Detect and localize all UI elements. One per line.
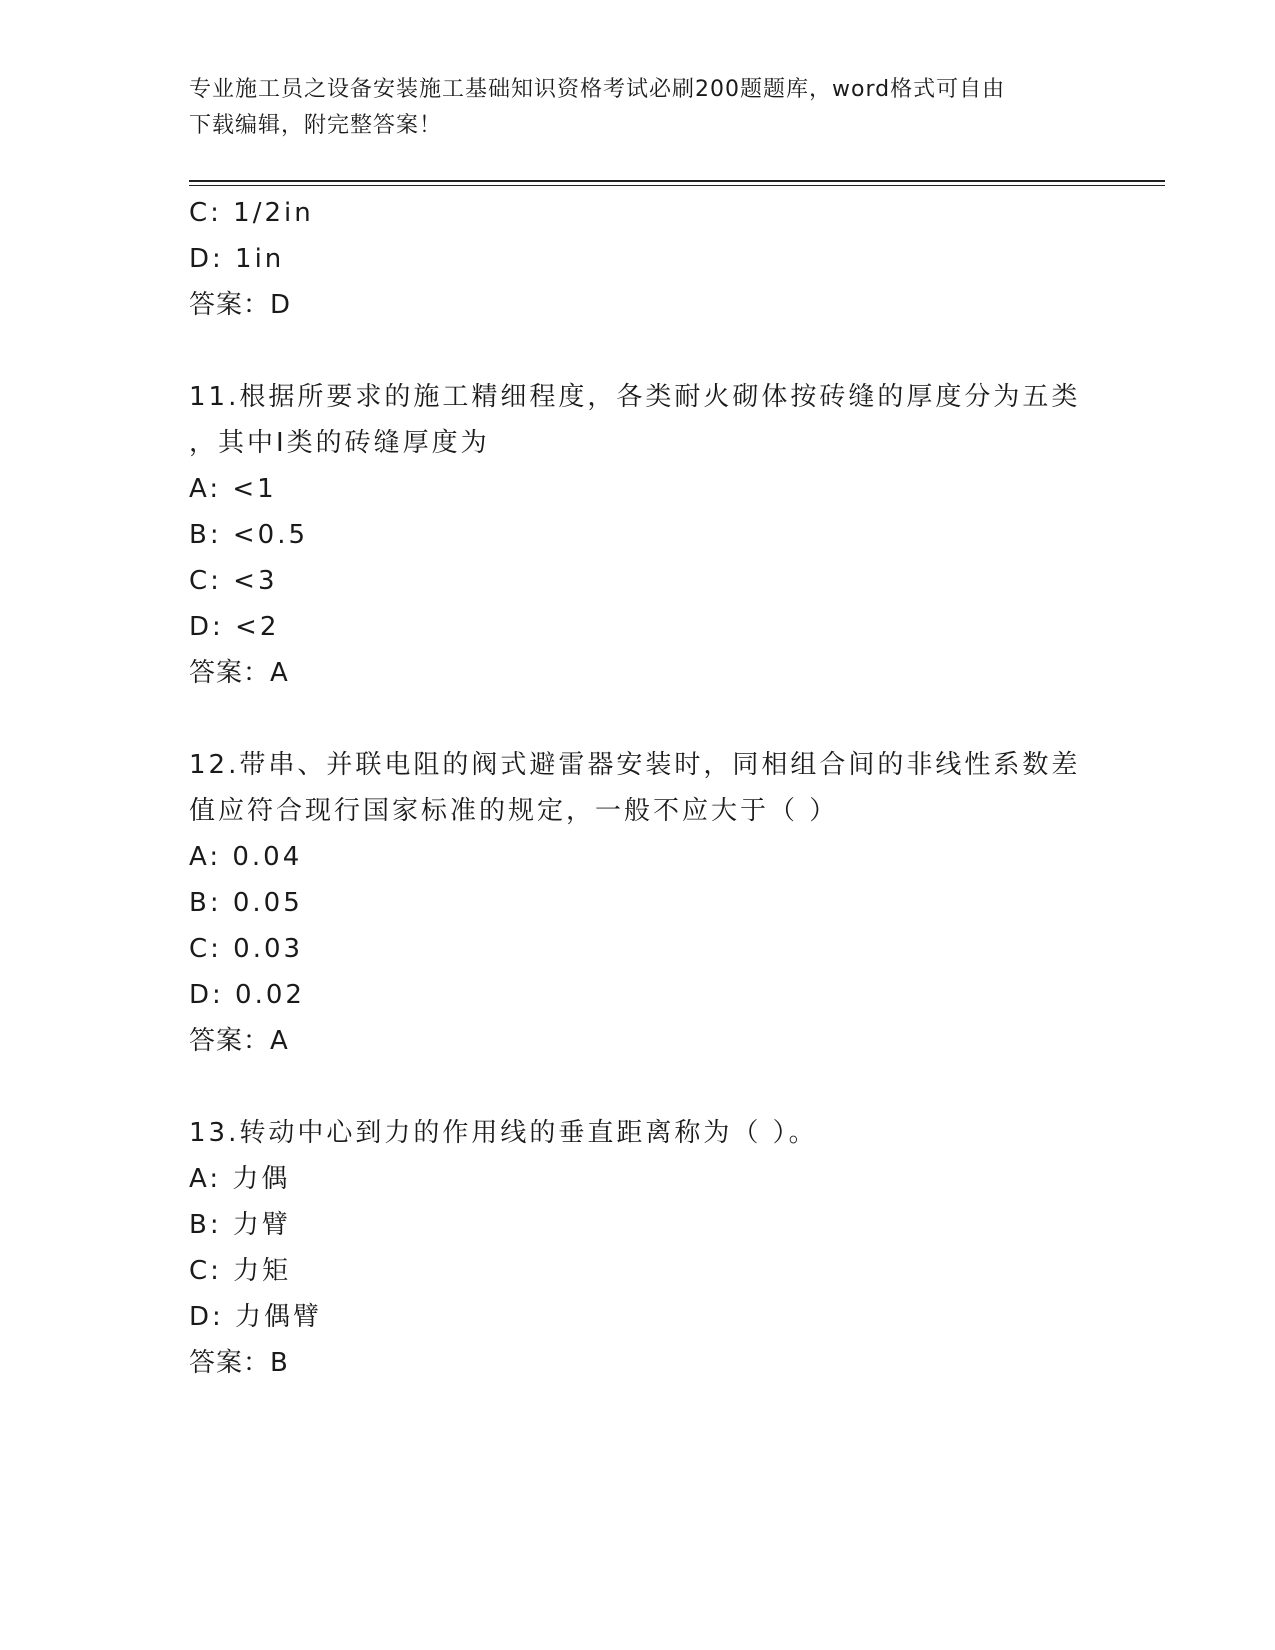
question-stem-line: 13.转动中心到力的作用线的垂直距离称为（ ）。 — [189, 1118, 818, 1148]
option-d: D: 1in — [189, 244, 285, 274]
option-a: A: 力偶 — [189, 1164, 291, 1194]
spacer — [189, 328, 1109, 374]
option-b: B: 力臂 — [189, 1210, 291, 1240]
answer-line: 答案：A — [189, 658, 289, 688]
answer-line: 答案：A — [189, 1026, 289, 1056]
option-d: D: <2 — [189, 612, 280, 642]
question-block-11 — [189, 374, 1109, 696]
answer-line: 答案：B — [189, 1348, 289, 1378]
option-b: B: 0.05 — [189, 888, 303, 918]
spacer — [189, 1064, 1109, 1110]
question-list — [189, 190, 1109, 1386]
spacer — [189, 696, 1109, 742]
option-a: A: 0.04 — [189, 842, 303, 872]
option-c: C: 力矩 — [189, 1256, 292, 1286]
header-line-2: 下载编辑，附完整答案！ — [189, 113, 443, 138]
option-c: C: <3 — [189, 566, 278, 596]
question-stem-line: ，其中Ⅰ类的砖缝厚度为 — [189, 428, 490, 458]
option-c: C: 0.03 — [189, 934, 304, 964]
option-b: B: <0.5 — [189, 520, 308, 550]
question-block-13 — [189, 1110, 1109, 1386]
option-a: A: <1 — [189, 474, 277, 504]
option-d: D: 力偶臂 — [189, 1302, 323, 1332]
question-stem-line: 值应符合现行国家标准的规定，一般不应大于（ ） — [189, 796, 839, 826]
header-divider-thick — [189, 180, 1165, 182]
answer-line: 答案：D — [189, 290, 292, 320]
question-block-10 — [189, 190, 1109, 328]
question-stem-line: 12.带串、并联电阻的阀式避雷器安装时，同相组合间的非线性系数差 — [189, 750, 1081, 780]
option-d: D: 0.02 — [189, 980, 305, 1010]
document-header — [189, 72, 1089, 144]
question-stem-line: 11.根据所要求的施工精细程度，各类耐火砌体按砖缝的厚度分为五类 — [189, 382, 1081, 412]
header-line-1: 专业施工员之设备安装施工基础知识资格考试必刷200题题库，word格式可自由 — [189, 77, 1006, 102]
option-c: C: 1/2in — [189, 198, 314, 228]
header-divider-thin — [189, 185, 1165, 186]
question-block-12 — [189, 742, 1109, 1064]
